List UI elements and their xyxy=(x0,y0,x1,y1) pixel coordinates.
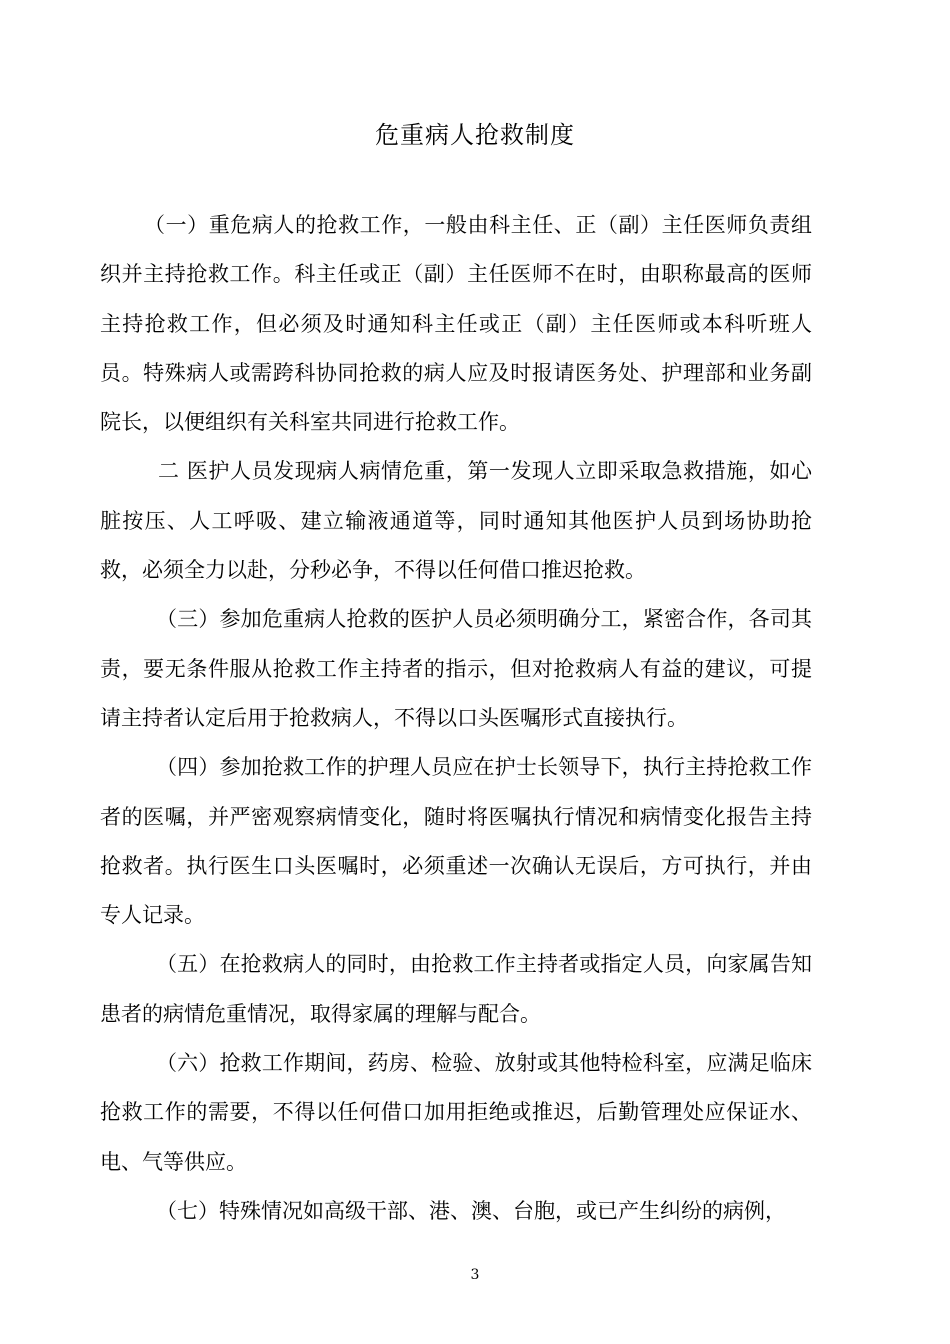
paragraph-7: （七）特殊情况如高级干部、港、澳、台胞，或已产生纠纷的病例， xyxy=(156,1198,786,1223)
paragraph-4: （四）参加抢救工作的护理人员应在护士长领导下，执行主持抢救工作者的医嘱，并严密观察病情变化，随时将医嘱执行情况和病情变化报告主持抢救者。执行医生口头医嘱时，必须重述一次确认无误后，方可执行，并由专人记录。 xyxy=(100,755,812,928)
document-body xyxy=(100,201,812,1236)
paragraph-3: （三）参加危重病人抢救的医护人员必须明确分工，紧密合作，各司其责，要无条件服从抢救工作主持者的指示，但对抢救病人有益的建议，可提请主持者认定后用于抢救病人，不得以口头医嘱形式直接执行。 xyxy=(100,607,812,730)
paragraph-5: （五）在抢救病人的同时，由抢救工作主持者或指定人员，向家属告知患者的病情危重情况，取得家属的理解与配合。 xyxy=(100,952,812,1026)
paragraph-2: 二 医护人员发现病人病情危重，第一发现人立即采取急救措施，如心脏按压、人工呼吸、建立输液通道等，同时通知其他医护人员到场协助抢救，必须全力以赴，分秒必争，不得以任何借口推迟抢救。 xyxy=(100,459,812,583)
paragraph-1: （一）重危病人的抢救工作，一般由科主任、正（副）主任医师负责组织并主持抢救工作。科主任或正（副）主任医师不在时，由职称最高的医师主持抢救工作，但必须及时通知科主任或正（副）主任医师或本科听班人员。特殊病人或需跨科协同抢救的病人应及时报请医务处、护理部和业务副院长，以便组织有关科室共同进行抢救工作。 xyxy=(100,213,812,435)
paragraph-6: （六）抢救工作期间，药房、检验、放射或其他特检科室，应满足临床抢救工作的需要，不得以任何借口加用拒绝或推迟，后勤管理处应保证水、电、气等供应。 xyxy=(100,1051,812,1174)
document-title: 危重病人抢救制度 xyxy=(375,121,575,149)
page-number: 3 xyxy=(470,1267,480,1283)
